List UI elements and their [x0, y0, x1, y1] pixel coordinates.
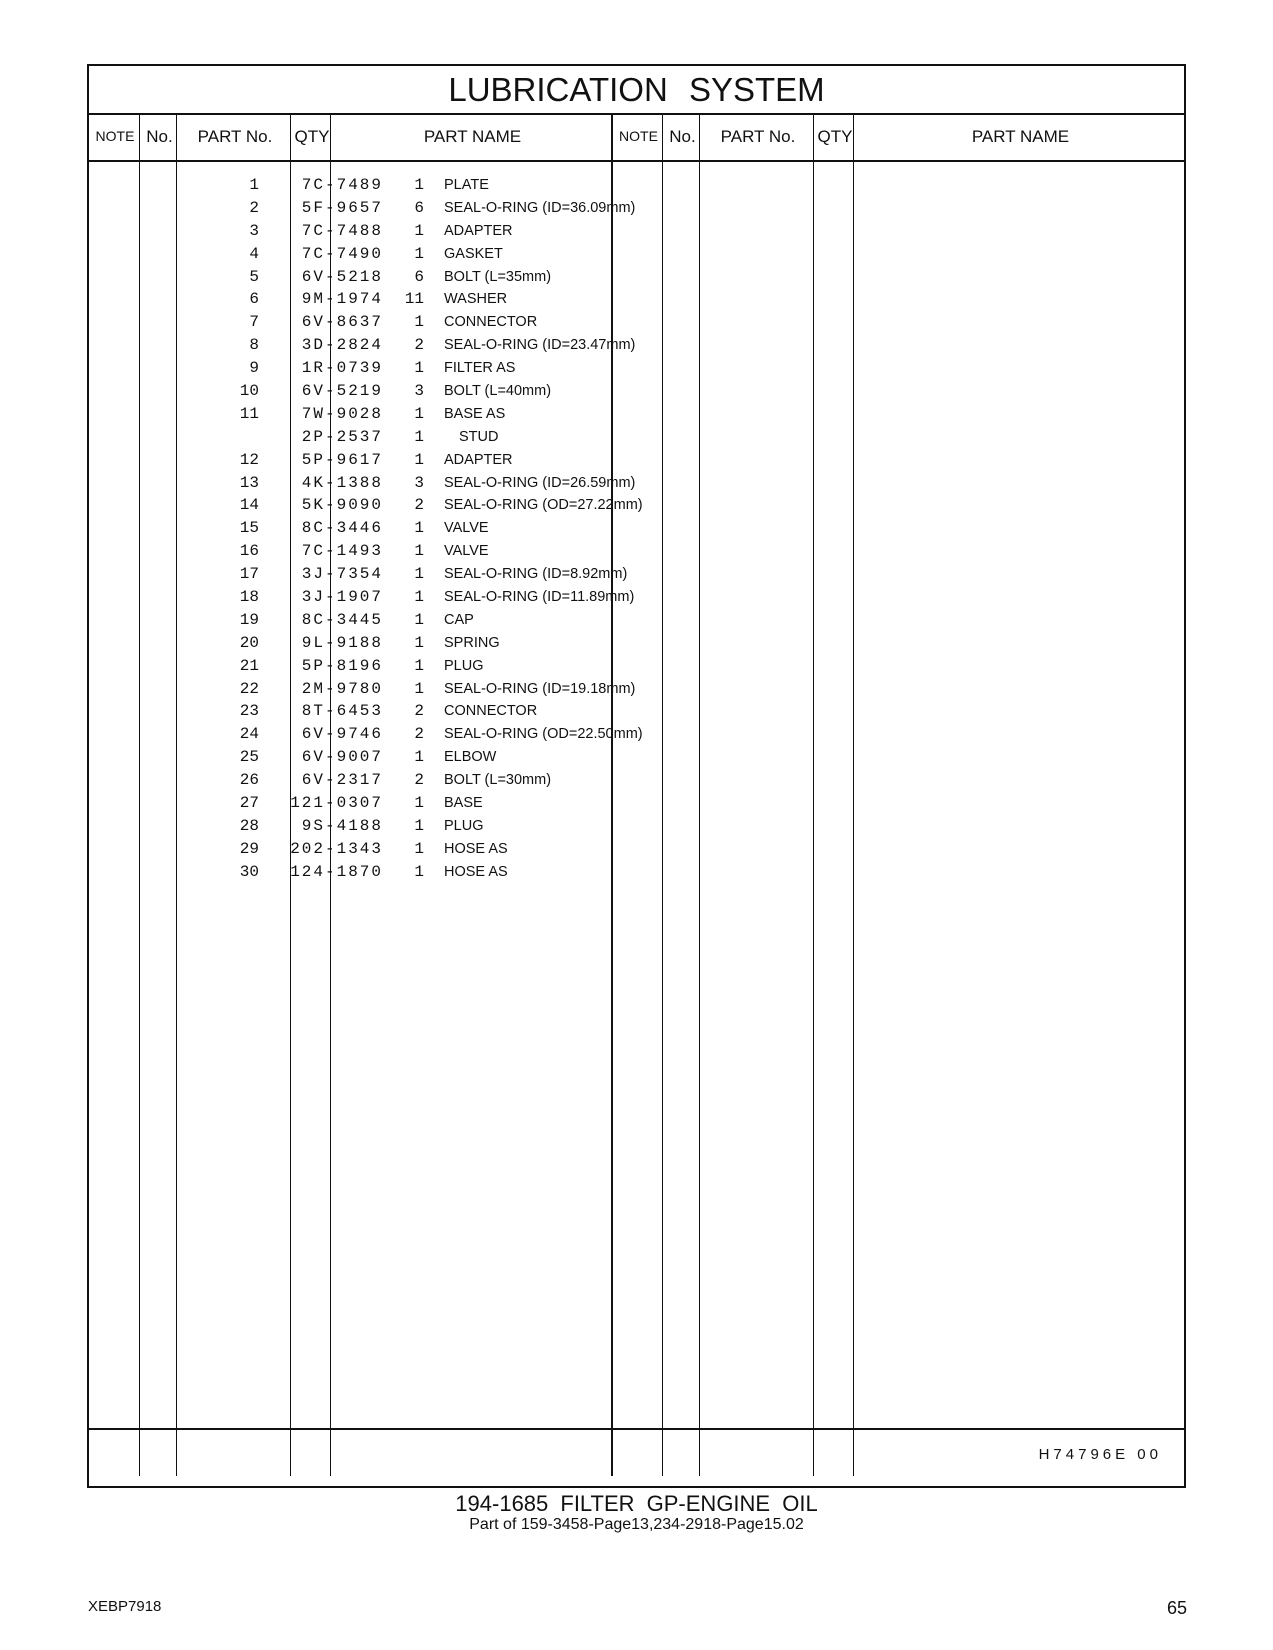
- table-row: [89, 540, 1184, 563]
- part-name: ELBOW: [444, 749, 497, 766]
- quantity: 2: [414, 702, 424, 721]
- part-number: 124-1870: [290, 862, 383, 881]
- item-number: 17: [239, 565, 259, 584]
- table-header: [89, 113, 1184, 162]
- item-number: 1: [249, 176, 259, 194]
- part-number: 7C-7490: [301, 244, 383, 263]
- part-name: BOLT (L=35mm): [444, 268, 552, 285]
- part-name: PLATE: [444, 177, 489, 193]
- quantity: 1: [414, 404, 424, 423]
- part-number: 3J-7354: [301, 565, 383, 584]
- table-row: [89, 449, 1184, 472]
- part-number: 2M-9780: [301, 679, 383, 698]
- header-no-left: No.: [146, 127, 173, 146]
- table-row: [89, 586, 1184, 609]
- quantity: 1: [414, 656, 424, 675]
- part-name: CONNECTOR: [444, 703, 538, 720]
- part-number: 6V-2317: [301, 771, 383, 790]
- page-title: LUBRICATION SYSTEM: [89, 66, 1184, 115]
- item-number: 3: [249, 221, 259, 240]
- header-part-no-right: PART No.: [720, 127, 796, 146]
- part-name: BASE AS: [444, 405, 506, 422]
- header-no-right: No.: [669, 127, 696, 146]
- quantity: 1: [414, 748, 424, 767]
- part-number: 9S-4188: [301, 816, 383, 835]
- part-name: HOSE AS: [444, 840, 508, 857]
- table-row: [89, 563, 1184, 586]
- part-name: SEAL-O-RING (ID=8.92mm): [444, 566, 628, 583]
- table-row: [89, 311, 1184, 334]
- item-number: 5: [249, 267, 259, 286]
- table-row: [89, 472, 1184, 495]
- table-row: [89, 746, 1184, 769]
- item-number: 30: [239, 862, 259, 881]
- quantity: 1: [414, 633, 424, 652]
- quantity: 1: [414, 679, 424, 698]
- header-part-no-left: PART No.: [197, 127, 273, 146]
- part-number: 6V-9007: [301, 748, 383, 767]
- table-row: [89, 266, 1184, 289]
- quantity: 1: [414, 313, 424, 332]
- item-number: 14: [239, 496, 259, 515]
- item-number: 28: [239, 816, 259, 835]
- quantity: 1: [414, 862, 424, 881]
- item-number: 22: [239, 679, 259, 698]
- figure-caption: [0, 1492, 1273, 1534]
- part-number: 9L-9188: [301, 633, 383, 652]
- table-row: [89, 517, 1184, 540]
- part-number: 8C-3445: [301, 610, 383, 629]
- part-name: WASHER: [444, 291, 508, 308]
- item-number: 26: [239, 771, 259, 790]
- item-number: 29: [239, 839, 259, 858]
- part-name: VALVE: [444, 543, 489, 560]
- part-number: 4K-1388: [301, 473, 383, 492]
- part-name: VALVE: [444, 520, 489, 537]
- part-number: 6V-5218: [301, 267, 383, 286]
- table-row: [89, 197, 1184, 220]
- part-name: SEAL-O-RING (ID=23.47mm): [444, 337, 636, 354]
- quantity: 1: [414, 816, 424, 835]
- quantity: 2: [414, 496, 424, 515]
- quantity: 1: [414, 588, 424, 607]
- table-row: [89, 403, 1184, 426]
- part-name: BASE: [444, 795, 483, 812]
- item-number: 10: [239, 382, 259, 401]
- table-bottom-rule: [89, 1428, 1184, 1430]
- item-number: 2: [249, 198, 259, 217]
- quantity: 1: [414, 359, 424, 378]
- table-row: [89, 426, 1184, 449]
- quantity: 1: [414, 427, 424, 446]
- table-row: [89, 632, 1184, 655]
- table-row: [89, 861, 1184, 884]
- part-number: 6V-8637: [301, 313, 383, 332]
- header-note-left: NOTE: [95, 128, 135, 144]
- part-number: 5F-9657: [301, 198, 383, 217]
- quantity: 2: [414, 771, 424, 790]
- table-row: [89, 655, 1184, 678]
- part-name: CONNECTOR: [444, 314, 538, 331]
- table-row: [89, 609, 1184, 632]
- part-number: 6V-9746: [301, 725, 383, 744]
- quantity: 1: [414, 519, 424, 538]
- part-number: 7W-9028: [301, 404, 383, 423]
- quantity: 3: [414, 382, 424, 401]
- part-number: 6V-5219: [301, 382, 383, 401]
- table-row: [89, 220, 1184, 243]
- table-row: [89, 700, 1184, 723]
- part-name: FILTER AS: [444, 360, 516, 377]
- quantity: 6: [414, 198, 424, 217]
- part-name: PLUG: [444, 657, 484, 674]
- item-number: 25: [239, 748, 259, 767]
- header-qty-left: QTY: [294, 127, 330, 146]
- document-id: XEBP7918: [88, 1598, 162, 1615]
- part-number: 7C-1493: [301, 542, 383, 561]
- quantity: 2: [414, 725, 424, 744]
- item-number: 4: [249, 244, 259, 263]
- part-number: 3D-2824: [301, 336, 383, 355]
- caption-subtitle: Part of 159-3458-Page13,234-2918-Page15.02: [469, 1516, 804, 1533]
- item-number: 13: [239, 473, 259, 492]
- part-number: 2P-2537: [301, 427, 383, 446]
- header-part-name-left: PART NAME: [423, 127, 522, 146]
- caption-title: 194-1685 FILTER GP-ENGINE OIL: [455, 1491, 818, 1516]
- table-row: [89, 815, 1184, 838]
- part-number: 121-0307: [290, 794, 383, 813]
- table-row: [89, 792, 1184, 815]
- header-note-right: NOTE: [619, 128, 658, 144]
- item-number: 23: [239, 702, 259, 721]
- item-number: 20: [239, 633, 259, 652]
- header-part-name-right: PART NAME: [971, 127, 1070, 146]
- part-number: 5P-9617: [301, 450, 383, 469]
- quantity: 1: [414, 610, 424, 629]
- quantity: 1: [414, 450, 424, 469]
- table-row: [89, 357, 1184, 380]
- part-name: ADAPTER: [444, 222, 513, 239]
- item-number: 9: [249, 359, 259, 378]
- part-number: 5P-8196: [301, 656, 383, 675]
- part-name: HOSE AS: [444, 863, 508, 880]
- part-number: 8T-6453: [301, 702, 383, 721]
- part-name: SEAL-O-RING (OD=27.22mm): [444, 497, 643, 514]
- item-number: 15: [239, 519, 259, 538]
- quantity: 1: [414, 244, 424, 263]
- part-name: BOLT (L=30mm): [444, 772, 552, 789]
- table-row: [89, 334, 1184, 357]
- item-number: 24: [239, 725, 259, 744]
- item-number: 7: [249, 313, 259, 332]
- page-number: 65: [1166, 1598, 1187, 1618]
- quantity: 1: [414, 565, 424, 584]
- quantity: 1: [414, 176, 424, 194]
- item-number: 16: [239, 542, 259, 561]
- item-number: 11: [239, 404, 259, 423]
- quantity: 1: [414, 794, 424, 813]
- item-number: 6: [249, 290, 259, 309]
- header-qty-right: QTY: [817, 127, 853, 146]
- item-number: 19: [239, 610, 259, 629]
- part-number: 202-1343: [290, 839, 383, 858]
- part-number: 7C-7488: [301, 221, 383, 240]
- part-number: 3J-1907: [301, 588, 383, 607]
- part-name: SEAL-O-RING (ID=19.18mm): [444, 680, 636, 697]
- part-number: 1R-0739: [301, 359, 383, 378]
- table-row: [89, 380, 1184, 403]
- item-number: 27: [239, 794, 259, 813]
- quantity: 3: [414, 473, 424, 492]
- quantity: 1: [414, 221, 424, 240]
- item-number: 12: [239, 450, 259, 469]
- part-name: BOLT (L=40mm): [444, 383, 552, 400]
- table-row: [89, 174, 1184, 197]
- part-name: PLUG: [444, 817, 484, 834]
- quantity: 1: [414, 839, 424, 858]
- part-name: SEAL-O-RING (ID=26.59mm): [444, 474, 636, 491]
- table-row: [89, 243, 1184, 266]
- part-name: SEAL-O-RING (ID=36.09mm): [444, 199, 636, 216]
- part-name: STUD: [459, 428, 499, 445]
- part-name: SPRING: [444, 634, 500, 651]
- table-row: [89, 723, 1184, 746]
- part-number: 5K-9090: [301, 496, 383, 515]
- part-name: ADAPTER: [444, 451, 513, 468]
- quantity: 11: [404, 290, 424, 309]
- quantity: 6: [414, 267, 424, 286]
- table-row: [89, 494, 1184, 517]
- part-number: 8C-3446: [301, 519, 383, 538]
- item-number: 8: [249, 336, 259, 355]
- part-number: 7C-7489: [301, 176, 383, 194]
- part-name: GASKET: [444, 245, 503, 262]
- parts-list-frame: [87, 64, 1186, 1488]
- table-row: [89, 769, 1184, 792]
- quantity: 2: [414, 336, 424, 355]
- item-number: 18: [239, 588, 259, 607]
- table-row: [89, 678, 1184, 701]
- table-row: [89, 288, 1184, 311]
- parts-table-body: [89, 174, 1184, 884]
- drawing-code: H74796E 00: [1038, 1446, 1162, 1463]
- part-name: SEAL-O-RING (OD=22.50mm): [444, 726, 643, 743]
- part-number: 9M-1974: [301, 290, 383, 309]
- quantity: 1: [414, 542, 424, 561]
- table-row: [89, 838, 1184, 861]
- part-name: SEAL-O-RING (ID=11.89mm): [444, 589, 635, 606]
- part-name: CAP: [444, 611, 474, 628]
- item-number: 21: [239, 656, 259, 675]
